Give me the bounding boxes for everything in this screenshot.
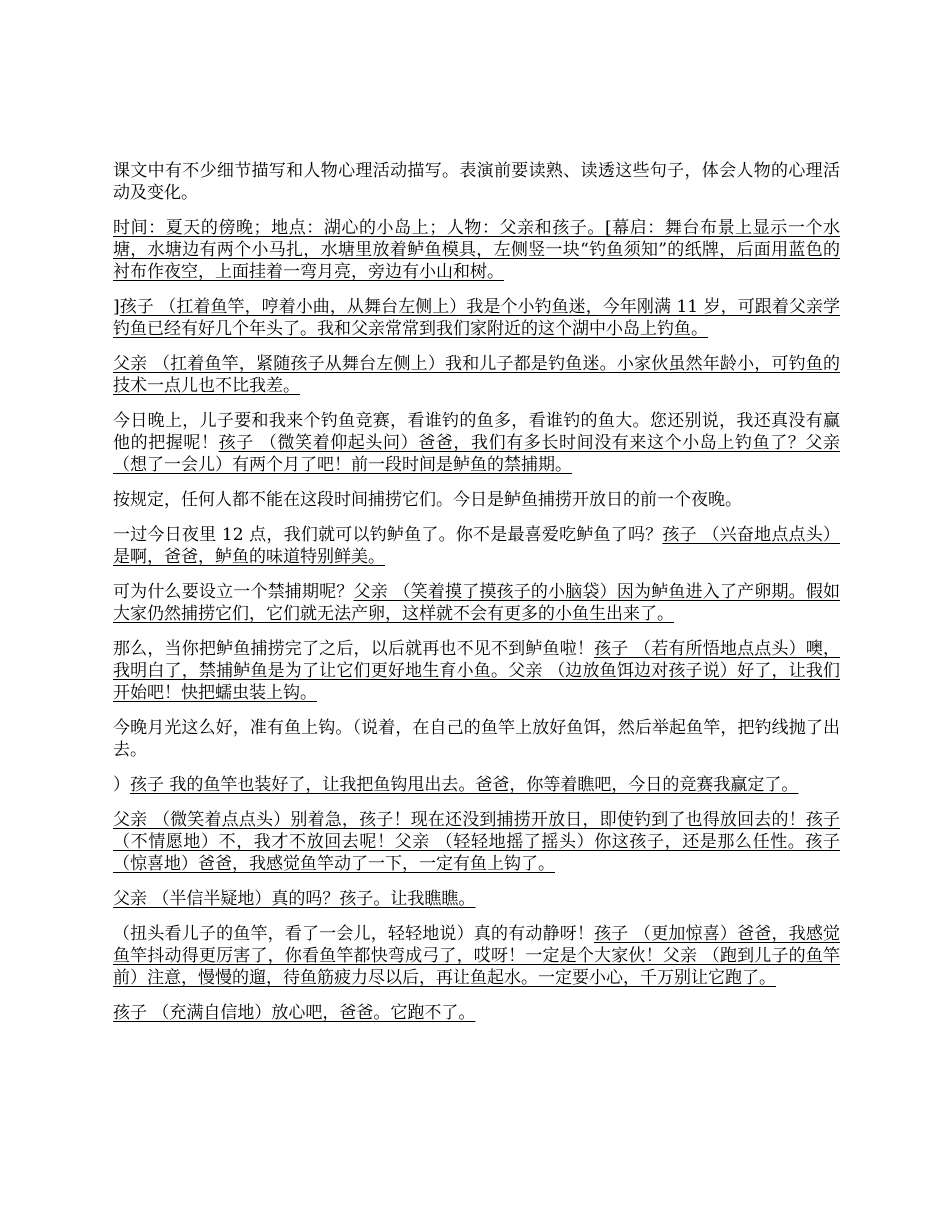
paragraph-9: [113, 638, 840, 704]
text-run-underlined: 孩子 （更加惊喜）爸爸，我感觉鱼竿抖动得更厉害了，你看鱼竿都快弯成弓了，哎呀！一定是个大家伙！父亲 （跑到儿子的鱼竿前）注意，慢慢的遛，待鱼筋疲力尽以后，再让鱼起水。一定要小心，千万别让它跑了。: [113, 924, 840, 988]
text-run-underlined: 父亲 （扛着鱼竿，紧随孩子从舞台左侧上）我和儿子都是钓鱼迷。小家伙虽然年龄小，可钓鱼的技术一点儿也不比我差。: [113, 354, 840, 396]
text-run-underlined: 父亲 （笑着摸了摸孩子的小脑袋）因为鲈鱼进入了产卵期。假如大家仍然捕捞它们，它们就无法产卵，这样就不会有更多的小鱼生出来了。: [113, 582, 840, 624]
text-run: ）: [113, 775, 130, 795]
paragraph-11: [113, 774, 840, 796]
paragraph-7: [113, 524, 840, 568]
paragraph-6: [113, 489, 840, 511]
text-run-underlined: 时间：夏天的傍晚；地点：湖心的小岛上；人物：父亲和孩子。[幕启：舞台布景上显示一个水塘，水塘边有两个小马扎，水塘里放着鲈鱼模具，左侧竖一块“钓鱼须知”的纸牌，后面用蓝色的衬布作夜空，上面挂着一弯月亮，旁边有小山和树。: [113, 218, 840, 282]
text-run-underlined: 孩子 （充满自信地）放心吧，爸爸。它跑不了。: [113, 1003, 476, 1023]
text-run-underlined: 孩子 我的鱼竿也装好了，让我把鱼钩甩出去。爸爸，你等着瞧吧，今日的竞赛我赢定了。: [130, 775, 799, 795]
text-run-underlined: 父亲 （半信半疑地）真的吗？孩子。让我瞧瞧。: [113, 889, 476, 909]
paragraph-4: [113, 353, 840, 397]
paragraph-3: [113, 296, 840, 340]
paragraph-10: [113, 717, 840, 761]
paragraph-1: [113, 160, 840, 204]
text-run: 那么，当你把鲈鱼捕捞完了之后，以后就再也不见不到鲈鱼啦！: [113, 639, 595, 659]
text-run-underlined: 孩子 （若有所悟地点点头）噢，我明白了，禁捕鲈鱼是为了让它们更好地生育小鱼。父亲 （边放鱼饵边对孩子说）好了，让我们开始吧！快把蠕虫装上钩。: [113, 639, 840, 703]
text-run-underlined: 父亲 （微笑着点点头）别着急，孩子！现在还没到捕捞开放日，即使钓到了也得放回去的！孩子 （不情愿地）不，我才不放回去呢！父亲 （轻轻地摇了摇头）你这孩子，还是那么任性。孩子 （惊喜地）爸爸，我感觉鱼竿动了一下，一定有鱼上钩了。: [113, 810, 840, 874]
paragraph-12: [113, 809, 840, 875]
paragraph-2: [113, 217, 840, 283]
text-run-underlined: 孩子 （兴奋地点点头）是啊，爸爸，鲈鱼的味道特别鲜美。: [113, 525, 840, 567]
paragraph-13: [113, 888, 840, 910]
paragraph-14: [113, 923, 840, 989]
text-run-underlined: 孩子 （扛着鱼竿，哼着小曲，从舞台左侧上）我是个小钓鱼迷，今年刚满 11 岁，可跟着父亲学钓鱼已经有好几个年头了。我和父亲常常到我们家附近的这个湖中小岛上钓鱼。: [113, 297, 840, 339]
text-run: （扭头看儿子的鱼竿，看了一会儿，轻轻地说）真的有动静呀！: [113, 924, 595, 944]
text-run: 今日晚上，儿子要和我来个钓鱼竞赛，看谁钓的鱼多，看谁钓的鱼大。您还别说，我还真没有赢他的把握呢！: [113, 411, 840, 453]
text-run: 可为什么要设立一个禁捕期呢？: [113, 582, 354, 602]
text-run: 今晚月光这么好，准有鱼上钩。（说着，在自己的鱼竿上放好鱼饵，然后举起鱼竿，把钓线抛了出去。: [113, 718, 840, 760]
text-run-underlined: 孩子 （微笑着仰起头问）爸爸，我们有多长时间没有来这个小岛上钓鱼了？父亲 （想了一会儿）有两个月了吧！前一段时间是鲈鱼的禁捕期。: [113, 433, 841, 475]
paragraph-5: [113, 410, 840, 476]
text-run: 课文中有不少细节描写和人物心理活动描写。表演前要读熟、读透这些句子，体会人物的心理活动及变化。: [113, 161, 840, 203]
paragraph-15: [113, 1002, 840, 1024]
text-run: ]: [113, 297, 120, 317]
text-run: 按规定，任何人都不能在这段时间捕捞它们。今日是鲈鱼捕捞开放日的前一个夜晚。: [113, 490, 742, 510]
paragraph-8: [113, 581, 840, 625]
text-run: 一过今日夜里 12 点，我们就可以钓鲈鱼了。你不是最喜爱吃鲈鱼了吗？: [113, 525, 663, 545]
